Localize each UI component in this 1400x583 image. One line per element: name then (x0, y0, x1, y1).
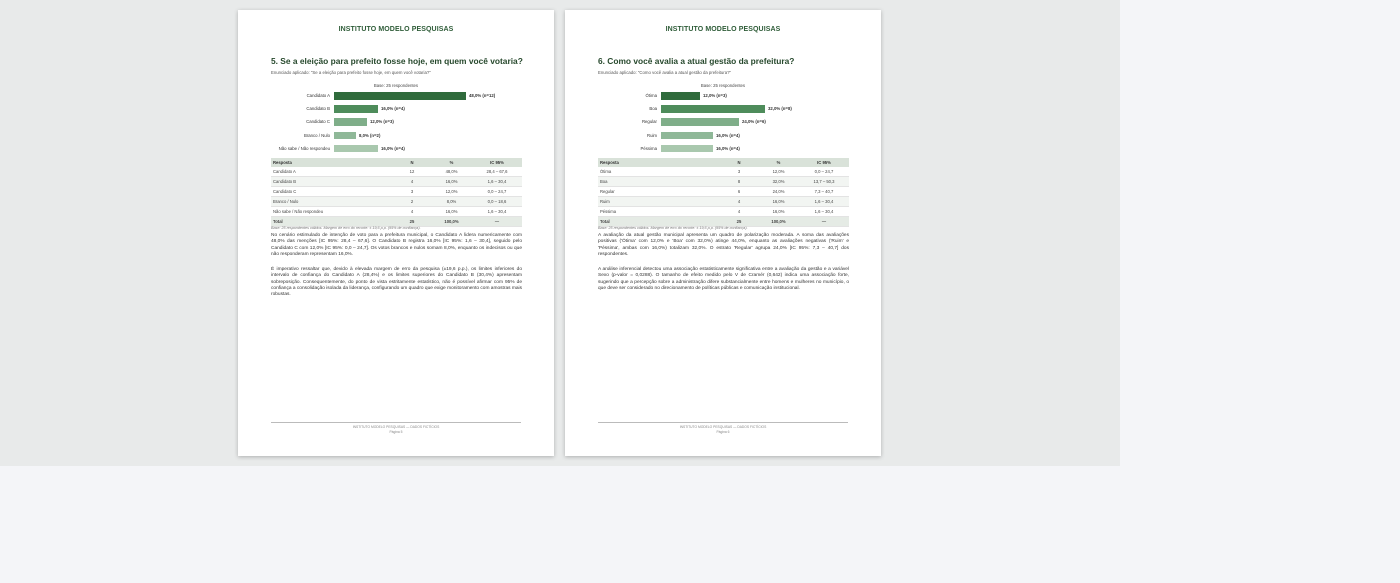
bar (661, 145, 713, 153)
table-cell: 0,0 – 18,6 (472, 197, 522, 207)
table-cell: 4 (720, 207, 758, 217)
bar (334, 105, 378, 113)
footer-divider (598, 422, 848, 423)
table-header: IC 95% (472, 158, 522, 167)
document-page (565, 10, 881, 456)
table-cell: 12 (393, 167, 431, 177)
table-row (598, 177, 849, 187)
table-cell: 4 (393, 207, 431, 217)
chart-base-label: Base: 25 respondentes (700, 83, 746, 88)
table-header: N (393, 158, 431, 167)
table-header: Resposta (598, 158, 720, 167)
question-title: 6. Como você avalia a atual gestão da prefeitura? (598, 56, 795, 66)
bar-category-label: Péssima (640, 145, 657, 151)
table-cell: Branco / Nulo (271, 197, 393, 207)
table-cell: 25 (393, 217, 431, 227)
table-cell: 12,0% (758, 167, 799, 177)
table-row (271, 207, 522, 217)
table-cell: 24,0% (758, 187, 799, 197)
bar-value-label: 16,0% (n=4) (381, 106, 405, 112)
bar (334, 145, 378, 153)
table-note: Base: 25 respondentes válidos. Margem de erro do recorte: ± 19,6 p.p. (95% de confiança). (271, 226, 421, 230)
table-cell: 4 (720, 197, 758, 207)
table-cell: 1,6 – 30,4 (472, 177, 522, 187)
bar-category-label: Regular (641, 119, 657, 125)
table-cell: Candidato A (271, 167, 393, 177)
table-cell: 3 (393, 187, 431, 197)
table-cell: 1,6 – 30,4 (472, 207, 522, 217)
table-cell: Candidato B (271, 177, 393, 187)
analysis-paragraph: A avaliação da atual gestão municipal apresenta um quadro de polarização moderada. A soma das avaliações positivas ('Ótima' com 12,0% e 'Boa' com 32,0%) atinge 44,0%, enquanto as avaliações negativas ('Ruim' e 'Péssima', ambas com 16,0%) totalizam 32,0%. O estrato 'Regular' agrupa 24,0% [IC 95%: 7,3 – 40,7] dos respondentes. (598, 233, 849, 257)
table-total-row (271, 217, 522, 227)
table-cell: 2 (393, 197, 431, 207)
footer-divider (271, 422, 521, 423)
bar-value-label: 24,0% (n=6) (742, 119, 766, 125)
table-cell: 16,0% (431, 177, 472, 187)
analysis-paragraph: A análise inferencial detectou uma associação estatisticamente significativa entre a avaliação da gestão e a variável Sexo (p-valor = 0,0288). O tamanho de efeito medido pelo V de Cramér (0,642) indica uma associação forte, sugerindo que a percepção sobre a administração difere substancialmente entre homens e mulheres no município, o que deve ser considerado no direcionamento de políticas públicas e comunicação institucional. (598, 267, 849, 291)
table-row (598, 197, 849, 207)
table-cell: 100,0% (431, 217, 472, 227)
table-cell: 1,6 – 30,4 (799, 197, 849, 207)
table-note: Base: 25 respondentes válidos. Margem de erro do recorte: ± 19,6 p.p. (95% de confiança). (598, 226, 748, 230)
table-row (598, 187, 849, 197)
table-cell: 4 (393, 177, 431, 187)
bar (661, 118, 739, 126)
table-cell: Boa (598, 177, 720, 187)
table-cell: 8 (720, 177, 758, 187)
analysis-paragraph: No cenário estimulado de intenção de voto para a prefeitura municipal, o Candidato A lidera numericamente com 48,0% das menções [IC 95%: 28,4 – 67,6]. O Candidato B registra 16,0% [IC 95%: 1,6 – 30,4], seguido pelo Candidato C com 12,0% [IC 95%: 0,0 – 24,7]. Os votos brancos e nulos somam 8,0%, enquanto os indecisos ou que não responderam representam 16,0%. (271, 233, 522, 257)
table-cell: Total (598, 217, 720, 227)
results-table (598, 158, 849, 227)
table-cell: Ótima (598, 167, 720, 177)
bar-value-label: 12,0% (n=3) (370, 119, 394, 125)
bar-value-label: 32,0% (n=8) (768, 106, 792, 112)
table-cell: 16,0% (758, 207, 799, 217)
table-cell: Candidato C (271, 187, 393, 197)
question-text: Enunciado aplicado: "Como você avalia a atual gestão da prefeitura?" (598, 70, 731, 75)
table-cell: Ruim (598, 197, 720, 207)
table-cell: 48,0% (431, 167, 472, 177)
table-cell: 1,6 – 30,4 (799, 207, 849, 217)
bar-chart (238, 90, 554, 154)
table-row (271, 197, 522, 207)
bar-value-label: 16,0% (n=4) (381, 145, 405, 151)
bar (334, 118, 367, 126)
bar-category-label: Candidato C (306, 119, 330, 125)
table-cell: 12,0% (431, 187, 472, 197)
table-row (271, 167, 522, 177)
table-cell: 7,3 – 40,7 (799, 187, 849, 197)
bar-category-label: Branco / Nulo (303, 132, 330, 138)
table-cell: Regular (598, 187, 720, 197)
table-header: % (431, 158, 472, 167)
table-header: IC 95% (799, 158, 849, 167)
bar-category-label: Ruim (646, 132, 657, 138)
table-cell: 8,0% (431, 197, 472, 207)
table-cell: 28,4 – 67,6 (472, 167, 522, 177)
table-cell: 3 (720, 167, 758, 177)
table-header: Resposta (271, 158, 393, 167)
table-row (271, 177, 522, 187)
bar-value-label: 48,0% (n=12) (469, 93, 496, 98)
table-cell: 0,0 – 24,7 (799, 167, 849, 177)
table-cell: Péssima (598, 207, 720, 217)
table-cell: Não sabe / Não respondeu (271, 207, 393, 217)
bar-value-label: 12,0% (n=3) (703, 93, 727, 98)
bar-chart (565, 90, 881, 154)
footer-text: INSTITUTO MODELO PESQUISAS — DADOS FICTÍCIOS (679, 425, 767, 429)
table-cell: 16,0% (431, 207, 472, 217)
page-footer (565, 425, 881, 435)
footer-text: INSTITUTO MODELO PESQUISAS — DADOS FICTÍCIOS (352, 425, 440, 429)
institute-header: INSTITUTO MODELO PESQUISAS (665, 26, 781, 33)
bar-category-label: Não sabe / Não respondeu (278, 145, 330, 151)
page-number: Página 6 (716, 430, 730, 434)
page-footer (238, 425, 554, 435)
bar (334, 132, 356, 140)
table-cell: 16,0% (758, 197, 799, 207)
bar-category-label: Ótima (645, 93, 657, 98)
table-cell: Total (271, 217, 393, 227)
bar (661, 105, 765, 113)
bar-value-label: 16,0% (n=4) (716, 145, 740, 151)
table-header: % (758, 158, 799, 167)
bar (661, 132, 713, 140)
question-text: Enunciado aplicado: "Se a eleição para prefeito fosse hoje, em quem você votaria?" (271, 70, 431, 75)
table-row (271, 187, 522, 197)
page-number: Página 5 (389, 430, 403, 434)
bar-category-label: Candidato B (306, 106, 330, 112)
results-table (271, 158, 522, 227)
bar-category-label: Boa (649, 106, 657, 112)
table-cell: 25 (720, 217, 758, 227)
bar (334, 92, 466, 100)
table-cell: 100,0% (758, 217, 799, 227)
bar-value-label: 16,0% (n=4) (716, 132, 740, 138)
table-cell: 32,0% (758, 177, 799, 187)
table-row (598, 167, 849, 177)
table-cell: — (472, 217, 522, 227)
bar (661, 92, 700, 100)
document-page (238, 10, 554, 456)
table-cell: 13,7 – 50,3 (799, 177, 849, 187)
question-title: 5. Se a eleição para prefeito fosse hoje, em quem você votaria? (271, 56, 523, 66)
table-cell: 6 (720, 187, 758, 197)
institute-header: INSTITUTO MODELO PESQUISAS (338, 26, 454, 33)
table-cell: 0,0 – 24,7 (472, 187, 522, 197)
table-total-row (598, 217, 849, 227)
bar-category-label: Candidato A (306, 93, 330, 98)
table-header: N (720, 158, 758, 167)
chart-base-label: Base: 25 respondentes (373, 83, 419, 88)
bar-value-label: 8,0% (n=2) (359, 132, 381, 138)
table-row (598, 207, 849, 217)
analysis-paragraph: É imperativo ressaltar que, devido à elevada margem de erro da pesquisa (±19,6 p.p.), os limites inferiores do intervalo de confiança do Candidato A (28,4%) e os limites superiores do Candidato B (30,4%) apresentam sobreposição. Consequentemente, do ponto de vista estritamente estatístico, não é possível afirmar com 95% de confiança a consolidação isolada da liderança, configurando um quadro que exige monitoramento com amostras mais robustas. (271, 267, 522, 297)
table-cell: — (799, 217, 849, 227)
